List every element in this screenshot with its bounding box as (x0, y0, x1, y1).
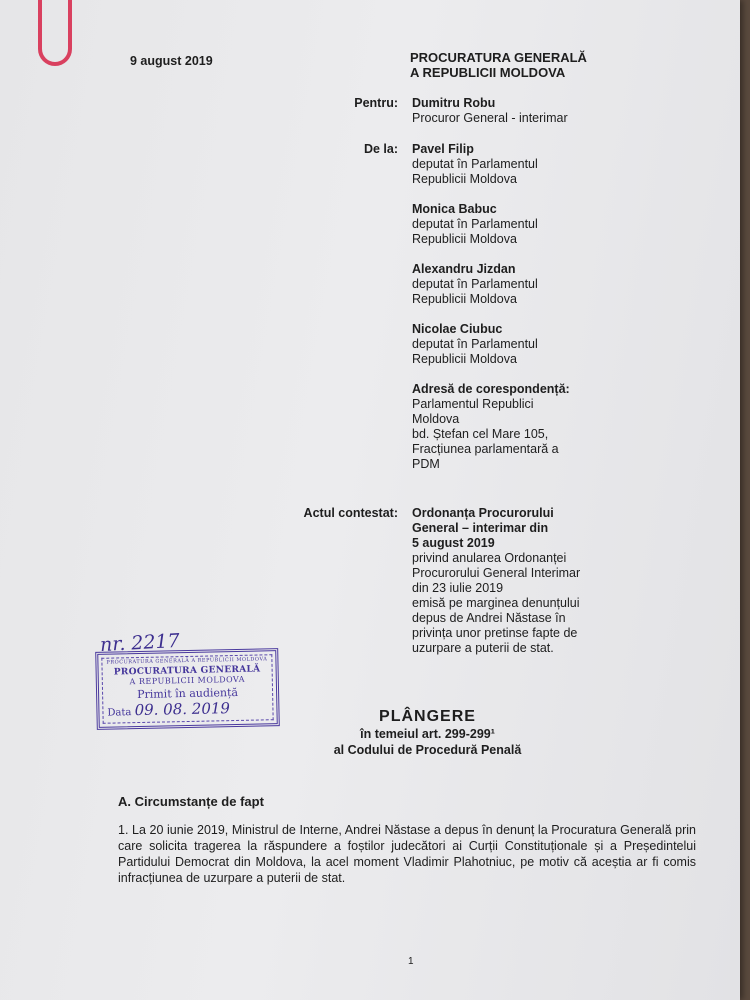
from-name-1: Pavel Filip (412, 142, 474, 156)
stamp-date-label: Data (107, 707, 132, 719)
from-role-4b: Republicii Moldova (412, 352, 517, 366)
paragraph-1: 1. La 20 iunie 2019, Ministrul de Interne, Andrei Năstase a depus în denunț la Procuratura Generală prin care solicita tragerea la răspundere a foștilor judecători ai Curții Constituționale și a Președintelui Partidului Democrat din Moldova, la acel moment Vladimir Plahotniuc, pe motiv că aceștia ar fi comis infracțiunea de uzurpare a puterii de stat. (118, 823, 696, 885)
contested-line-7: uzurpare a puterii de stat. (412, 641, 554, 655)
stamp-small-header: PROCURATURA GENERALĂ A REPUBLICII MOLDOVA (106, 656, 268, 666)
document-date: 9 august 2019 (130, 54, 213, 68)
registration-stamp (96, 629, 284, 732)
from-role-4a: deputat în Parlamentul (412, 337, 538, 351)
to-label: Pentru: (354, 96, 398, 110)
contested-bold-1: Ordonanța Procurorului (412, 506, 554, 520)
recipient-org-line2: A REPUBLICII MOLDOVA (410, 65, 566, 80)
address-label: Adresă de corespondență: (412, 382, 570, 396)
to-name: Dumitru Robu (412, 96, 496, 110)
from-role-2a: deputat în Parlamentul (412, 217, 538, 231)
stamp-line-2: A REPUBLICII MOLDOVA (129, 674, 246, 687)
title-line-3: al Codului de Procedură Penală (333, 743, 522, 757)
section-heading: A. Circumstanțe de fapt (118, 794, 264, 809)
title-main: PLÂNGERE (379, 708, 476, 725)
from-role-3a: deputat în Parlamentul (412, 277, 538, 291)
from-label: De la: (363, 142, 398, 156)
contested-bold-2: General – interimar din (412, 521, 549, 535)
page-number: 1 (408, 956, 414, 967)
title-line-2: în temeiul art. 299-299¹ (360, 727, 495, 741)
contested-line-3: din 23 iulie 2019 (412, 581, 504, 595)
contested-bold-3: 5 august 2019 (412, 536, 495, 550)
stamp-line-1: PROCURATURA GENERALĂ (113, 664, 261, 678)
from-role-3b: Republicii Moldova (412, 292, 517, 306)
handwritten-number: nr. 2217 (99, 629, 181, 657)
document-title (300, 708, 555, 758)
stamp-frame (95, 648, 280, 730)
from-role-1a: deputat în Parlamentul (412, 157, 538, 171)
contested-line-6: privința unor pretinse fapte de (412, 626, 578, 640)
from-name-2: Monica Babuc (412, 202, 497, 216)
address-line-5: PDM (412, 457, 440, 471)
contested-line-2: Procurorului General Interimar (412, 566, 581, 580)
from-role-1b: Republicii Moldova (412, 172, 517, 186)
contested-line-1: privind anularea Ordonanței (412, 551, 567, 565)
from-role-2b: Republicii Moldova (412, 232, 517, 246)
contested-line-4: emisă pe marginea denunțului (412, 596, 580, 610)
stamp-line-3: Primit în audiență (137, 685, 239, 702)
stamp-date-value: 09. 08. 2019 (134, 699, 231, 720)
address-line-3: bd. Ștefan cel Mare 105, (412, 427, 549, 441)
from-name-3: Alexandru Jizdan (412, 262, 516, 276)
to-role: Procuror General - interimar (412, 111, 568, 125)
address-line-2: Moldova (412, 412, 460, 426)
address-line-4: Fracțiunea parlamentară a (412, 442, 559, 456)
from-name-4: Nicolae Ciubuc (412, 322, 503, 336)
paperclip-icon (38, 0, 72, 66)
contested-line-5: depus de Andrei Năstase în (412, 611, 566, 625)
stamp-date-row (103, 698, 272, 720)
contested-label: Actul contestat: (303, 506, 398, 520)
recipient-org-line1: PROCURATURA GENERALĂ (410, 50, 587, 65)
address-line-1: Parlamentul Republici (412, 397, 534, 411)
